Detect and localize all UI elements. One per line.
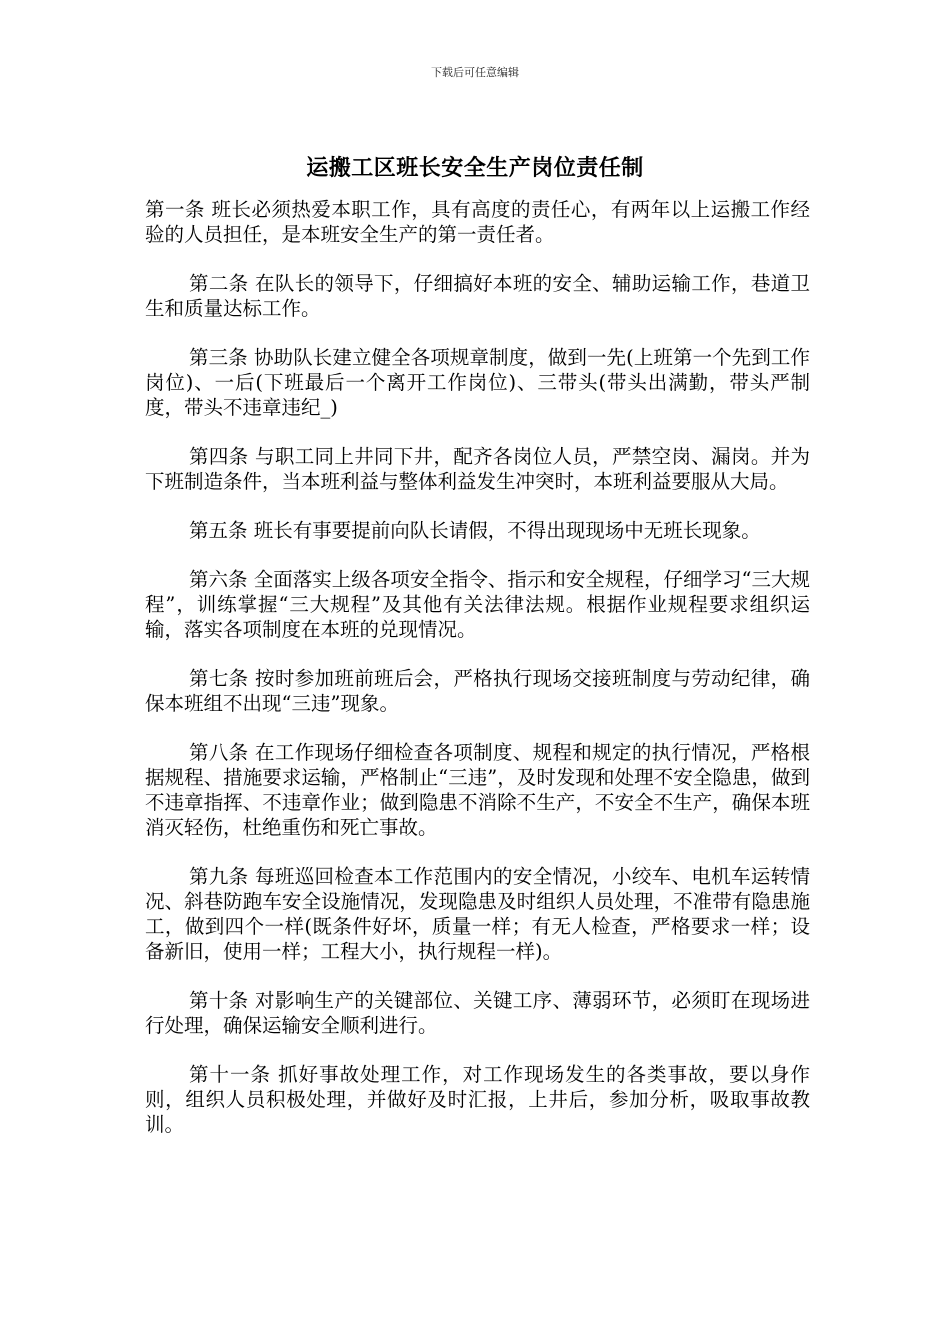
article-11: 第十一条 抓好事故处理工作，对工作现场发生的各类事故，要以身作则，组织人员积极处理，并做好及时汇报，上井后，参加分析，吸取事故教训。 (145, 1063, 810, 1136)
article-2: 第二条 在队长的领导下，仔细搞好本班的安全、辅助运输工作，巷道卫生和质量达标工作。 (145, 272, 810, 320)
article-5: 第五条 班长有事要提前向队长请假，不得出现现场中无班长现象。 (189, 519, 761, 542)
document-body (145, 197, 810, 1161)
article-1: 第一条 班长必须热爱本职工作，具有高度的责任心，有两年以上运搬工作经验的人员担任，是本班安全生产的第一责任者。 (145, 198, 810, 246)
article-7: 第七条 按时参加班前班后会，严格执行现场交接班制度与劳动纪律，确保本班组不出现“三违”现象。 (145, 667, 810, 715)
document-title: 运搬工区班长安全生产岗位责任制 (306, 155, 644, 181)
article-3: 第三条 协助队长建立健全各项规章制度，做到一先(上班第一个先到工作岗位)、一后(下班最后一个离开工作岗位)、三带头(带头出满勤，带头严制度，带头不违章违纪_) (145, 346, 810, 419)
article-4: 第四条 与职工同上井同下井，配齐各岗位人员，严禁空岗、漏岗。并为下班制造条件，当本班利益与整体利益发生冲突时，本班利益要服从大局。 (145, 445, 810, 493)
article-10: 第十条 对影响生产的关键部位、关键工序、薄弱环节，必须盯在现场进行处理，确保运输安全顺利进行。 (145, 989, 810, 1037)
header-note: 下载后可任意编辑 (431, 66, 519, 79)
article-6: 第六条 全面落实上级各项安全指令、指示和安全规程，仔细学习“三大规程”，训练掌握“三大规程”及其他有关法律法规。根据作业规程要求组织运输，落实各项制度在本班的兑现情况。 (145, 568, 810, 641)
article-9: 第九条 每班巡回检查本工作范围内的安全情况，小绞车、电机车运转情况、斜巷防跑车安全设施情况，发现隐患及时组织人员处理，不准带有隐患施工，做到四个一样(既条件好坏，质量一样；有无人检查，严格要求一样；设备新旧，使用一样；工程大小，执行规程一样)。 (145, 865, 810, 963)
article-8: 第八条 在工作现场仔细检查各项制度、规程和规定的执行情况，严格根据规程、措施要求运输，严格制止“三违”，及时发现和处理不安全隐患，做到不违章指挥、不违章作业；做到隐患不消除不生产，不安全不生产，确保本班消灭轻伤，杜绝重伤和死亡事故。 (145, 741, 810, 839)
